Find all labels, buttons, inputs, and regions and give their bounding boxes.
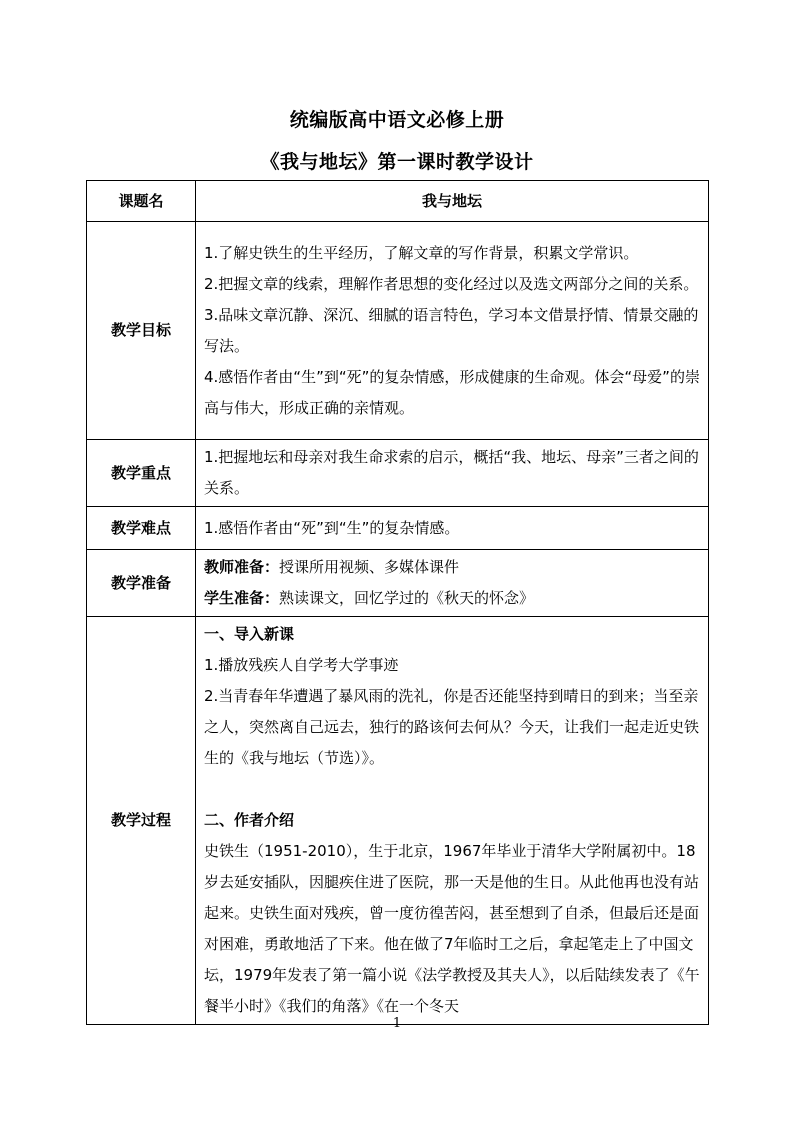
process-item: 1.播放残疾人自学考大学事迹 — [204, 656, 399, 674]
student-prep-text: 熟读课文，回忆学过的《秋天的怀念》 — [279, 589, 535, 607]
goal-item: 1.了解史铁生的生平经历，了解文章的写作背景，积累文学常识。 — [204, 243, 639, 262]
page-number: 1 — [392, 1016, 402, 1031]
student-prep-label: 学生准备： — [204, 589, 280, 607]
table-row — [87, 181, 709, 222]
teacher-prep-text: 授课所用视频、多媒体课件 — [279, 558, 460, 576]
goals-cell — [196, 222, 709, 440]
preparation-cell — [196, 550, 709, 617]
table-row — [87, 507, 709, 550]
goal-item: 2.把握文章的线索，理解作者思想的变化经过以及选文两部分之间的关系。 — [204, 274, 699, 293]
blank-line — [204, 774, 702, 805]
lesson-plan-table — [86, 180, 709, 1025]
table-row — [87, 440, 709, 507]
process-section-heading: 二、作者介绍 — [204, 811, 295, 829]
teacher-prep-label: 教师准备： — [204, 558, 280, 576]
row-label-process: 教学过程 — [87, 617, 196, 1025]
row-label-key-points: 教学重点 — [87, 440, 196, 507]
goal-item: 4.感悟作者由“生”到“死”的复杂情感，形成健康的生命观。体会“母爱”的崇高与伟大，形成正确的亲情观。 — [204, 367, 700, 417]
table-row — [87, 617, 709, 1025]
topic-value: 我与地坛 — [196, 181, 709, 222]
key-points-cell: 1.把握地坛和母亲对我生命求索的启示，概括“我、地坛、母亲”三者之间的关系。 — [196, 440, 709, 507]
row-label-goals: 教学目标 — [87, 222, 196, 440]
row-label-difficulty: 教学难点 — [87, 507, 196, 550]
process-cell — [196, 617, 709, 1025]
process-item: 2.当青春年华遭遇了暴风雨的洗礼，你是否还能坚持到晴日的到来；当至亲之人，突然离自己远去，独行的路该何去何从？今天，让我们一起走近史铁生的《我与地坛（节选）》。 — [204, 687, 700, 767]
table-row — [87, 550, 709, 617]
table-row — [87, 222, 709, 440]
document-subtitle: 《我与地坛》第一课时教学设计 — [260, 151, 534, 173]
process-section-heading: 一、导入新课 — [204, 625, 295, 643]
document-title: 统编版高中语文必修上册 — [289, 109, 505, 131]
author-intro-text: 史铁生（1951-2010），生于北京，1967年毕业于清华大学附属初中。18岁去延安插队，因腿疾住进了医院，那一天是他的生日。从此他再也没有站起来。史铁生面对残疾，曾一度彷徨苦闷，甚至想到了自杀，但最后还是面对困难，勇敢地活了下来。他在做了7年临时工之后，拿起笔走上了中国文坛，1979年发表了第一篇小说《法学教授及其夫人》，以后陆续发表了《午餐半小时》《我们的角落》《在一个冬天 — [204, 842, 700, 1015]
difficulty-cell: 1.感悟作者由“死”到“生”的复杂情感。 — [196, 507, 709, 550]
goal-item: 3.品味文章沉静、深沉、细腻的语言特色，学习本文借景抒情、情景交融的写法。 — [204, 305, 699, 355]
row-label-preparation: 教学准备 — [87, 550, 196, 617]
row-label-topic: 课题名 — [87, 181, 196, 222]
